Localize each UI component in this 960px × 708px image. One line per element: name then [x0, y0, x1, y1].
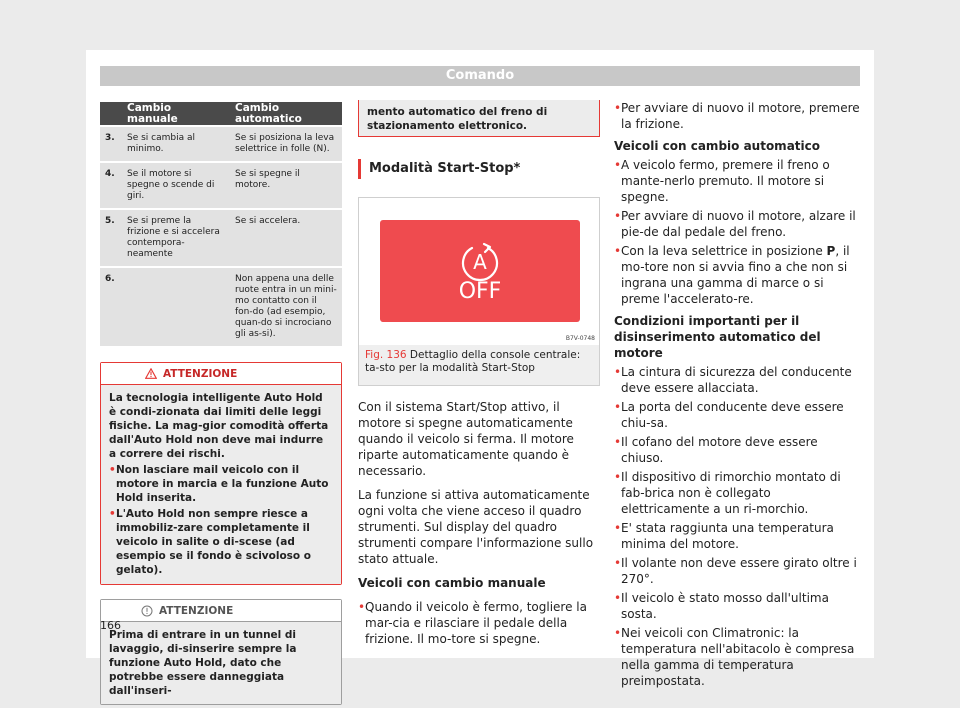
list-item-bold: P [826, 244, 836, 258]
table-header-row [100, 102, 342, 125]
list-item: • Il cofano del motore deve essere chiuso. [614, 434, 862, 466]
caution-box [100, 599, 342, 705]
paragraph: La funzione si attiva automaticamente ogni volta che viene acceso il quadro strumenti. Sul display del quadro strumenti compare l'informazione sullo stato attuale. [358, 488, 594, 566]
list-item-text: , il mo-tore non si avvia fino a che non si ingrana una gamma di marce o si preme l'accelerato-re. [621, 244, 850, 306]
row-number: 3. [100, 127, 122, 161]
warning-box [100, 362, 342, 585]
column-left [100, 100, 342, 705]
column-right [614, 100, 862, 692]
list-item: • Il volante non deve essere girato oltre i 270°. [614, 555, 862, 587]
caution-title: ATTENZIONE [159, 604, 234, 617]
list-item: • Il veicolo è stato mosso dall'ultima sosta. [614, 590, 862, 622]
cell-auto: Non appena una delle ruote entra in un mini-mo contatto con il fon-do (ad esempio, quan-do si incrociano gli as-si). [230, 268, 342, 346]
chapter-header: Comando [100, 66, 860, 86]
info-circle-icon [141, 605, 153, 617]
cell-manual: Se si preme la frizione e si accelera contempora-neamente [122, 210, 230, 266]
figure-code: B7V-0748 [565, 335, 595, 342]
list-item: • Il dispositivo di rimorchio montato di fab-brica non è collegato elettricamente a un ri-morchio. [614, 469, 862, 517]
subheading: Veicoli con cambio manuale [358, 576, 546, 590]
figure-image [359, 198, 599, 345]
cell-manual [122, 268, 230, 346]
start-stop-button [380, 220, 580, 322]
list-item-text: Con la leva selettrice in posizione [621, 244, 827, 258]
list-item: • A veicolo fermo, premere il freno o mante-nerlo premuto. Il motore si spegne. [614, 157, 862, 205]
warning-header [101, 363, 341, 385]
figure-caption [359, 345, 599, 385]
caution-header [101, 600, 341, 622]
table-row [100, 163, 342, 208]
page-number: 166 [100, 619, 121, 632]
cell-auto: Se si accelera. [230, 210, 342, 266]
cell-auto: Se si posiziona la leva selettrice in folle (N). [230, 127, 342, 161]
table-header-num [100, 102, 122, 125]
warning-intro: La tecnologia intelligente Auto Hold è condi-zionata dai limiti delle leggi fisiche. La mag-gior comodità offerta dall'Auto Hold non deve mai indurre a correre dei rischi. [109, 392, 329, 460]
subheading: Condizioni importanti per il disinserimento automatico del motore [614, 314, 821, 360]
list-item [614, 243, 862, 307]
list-item: • Nei veicoli con Climatronic: la temperatura nell'abitacolo è compresa nella gamma di temperatura preimpostata. [614, 625, 862, 689]
list-item: • E' stata raggiunta una temperatura minima del motore. [614, 520, 862, 552]
column-middle [358, 100, 600, 655]
cell-manual: Se il motore si spegne o scende di giri. [122, 163, 230, 208]
list-item: • La porta del conducente deve essere chiu-sa. [614, 399, 862, 431]
button-text: OFF [458, 279, 502, 304]
section-title: Modalità Start-Stop* [358, 159, 600, 179]
caution-continued-box: mento automatico del freno di stazionamento elettronico. [358, 100, 600, 137]
row-number: 4. [100, 163, 122, 208]
warning-title: ATTENZIONE [163, 367, 238, 380]
list-item: • La cintura di sicurezza del conducente deve essere allacciata. [614, 364, 862, 396]
row-number: 5. [100, 210, 122, 266]
cell-manual: Se si cambia al minimo. [122, 127, 230, 161]
table-row [100, 268, 342, 346]
conditions-table [100, 100, 342, 348]
warning-bullet: • L'Auto Hold non sempre riesce a immobiliz-zare completamente il veicolo in salite o di-scese (ad esempio se il fondo è scivoloso o gelato). [109, 507, 333, 577]
list-item: • Per avviare di nuovo il motore, alzare il pie-de dal pedale del freno. [614, 208, 862, 240]
caution-body: Prima di entrare in un tunnel di lavaggio, di-sinserire sempre la funzione Auto Hold, dato che potrebbe essere danneggiata dall'inseri- [101, 622, 341, 704]
paragraph: Con il sistema Start/Stop attivo, il motore si spegne automaticamente quando il veicolo si ferma. Il motore riparte automaticamente quando è necessario. [358, 400, 574, 478]
list-item: • Quando il veicolo è fermo, togliere la mar-cia e rilasciare il pedale della frizione. Il mo-tore si spegne. [358, 599, 600, 647]
warning-bullet: • Non lasciare mail veicolo con il motore in marcia e la funzione Auto Hold inserita. [109, 463, 333, 505]
table-header-manual: Cambio manuale [122, 102, 230, 125]
button-letter: A [473, 250, 487, 274]
list-item: • Per avviare di nuovo il motore, premere la frizione. [614, 100, 862, 132]
table-header-auto: Cambio automatico [230, 102, 342, 125]
figure-136 [358, 197, 600, 386]
warning-triangle-icon [145, 368, 157, 379]
table-row [100, 127, 342, 161]
row-number: 6. [100, 268, 122, 346]
warning-body [101, 385, 341, 584]
cell-auto: Se si spegne il motore. [230, 163, 342, 208]
figure-caption-text: Dettaglio della console centrale: ta-sto per la modalità Start-Stop [365, 349, 581, 374]
table-row [100, 210, 342, 266]
subheading: Veicoli con cambio automatico [614, 139, 820, 153]
auto-off-icon [380, 220, 580, 322]
figure-number: Fig. 136 [365, 349, 407, 361]
